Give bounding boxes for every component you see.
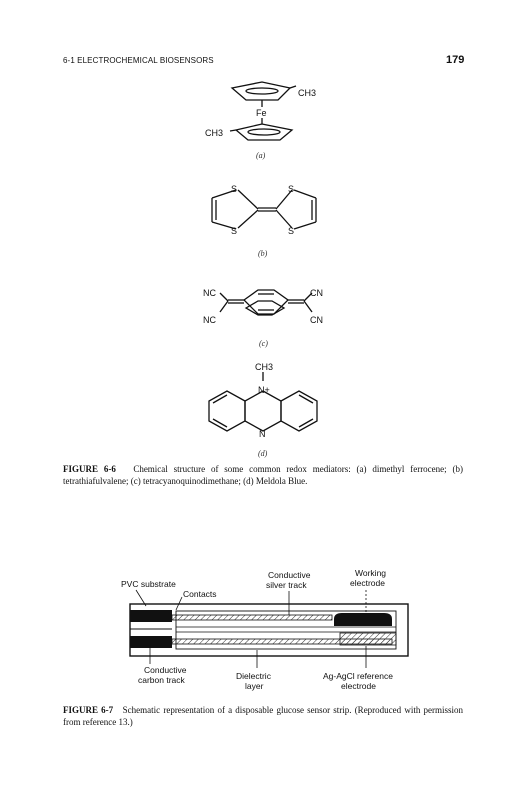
label-working-2: electrode: [350, 578, 385, 588]
label-conductive-carbon-2: carbon track: [138, 675, 185, 685]
figure-6-7-caption-text: Schematic representation of a disposable glucose sensor strip. (Reproduced with permission from reference 13.): [63, 705, 464, 727]
ttf-s-3: S: [288, 184, 295, 194]
panel-c-label: (c): [259, 339, 268, 348]
meldola-n: N: [259, 429, 266, 439]
meldola-ch3: CH3: [255, 362, 274, 372]
label-pvc-substrate: PVC substrate: [121, 579, 176, 589]
panel-a-label: (a): [256, 151, 266, 160]
panel-b-label: (b): [258, 249, 268, 258]
page-number: 179: [446, 54, 465, 66]
ch3-bottom-label: CH3: [205, 128, 224, 138]
running-header: 6-1 ELECTROCHEMICAL BIOSENSORS: [63, 56, 214, 65]
label-conductive-carbon-1: Conductive: [144, 665, 187, 675]
label-reference-1: Ag-AgCl reference: [323, 671, 393, 681]
panel-d-label: (d): [258, 449, 268, 458]
tcnq-nc-bottom: NC: [203, 315, 216, 325]
label-conductive-silver-1: Conductive: [268, 570, 311, 580]
label-reference-2: electrode: [341, 681, 376, 691]
label-working-1: Working: [355, 568, 387, 578]
label-conductive-silver-2: silver track: [266, 580, 307, 590]
figure-6-7-caption: [63, 704, 463, 728]
meldola-n-plus: N+: [258, 385, 270, 395]
tcnq-cn-bottom: CN: [310, 315, 323, 325]
figure-6-6-caption-label: FIGURE 6-6: [63, 464, 116, 474]
figure-6-6-caption-text: Chemical structure of some common redox mediators: (a) dimethyl ferrocene; (b) tetrathiafulvalene; (c) tetracyanoquinodimethane; (d) Meldola Blue.: [63, 464, 463, 486]
tcnq-nc-top: NC: [203, 288, 216, 298]
ch3-top-label: CH3: [298, 88, 317, 98]
tcnq-cn-top: CN: [310, 288, 323, 298]
label-contacts: Contacts: [183, 589, 217, 599]
fe-label: Fe: [256, 108, 267, 118]
ttf-s-4: S: [288, 226, 295, 236]
label-dielectric-1: Dielectric: [236, 671, 271, 681]
ttf-s-2: S: [231, 226, 238, 236]
label-dielectric-2: layer: [245, 681, 264, 691]
ttf-s-1: S: [231, 184, 238, 194]
figure-6-7-caption-label: FIGURE 6-7: [63, 705, 114, 715]
